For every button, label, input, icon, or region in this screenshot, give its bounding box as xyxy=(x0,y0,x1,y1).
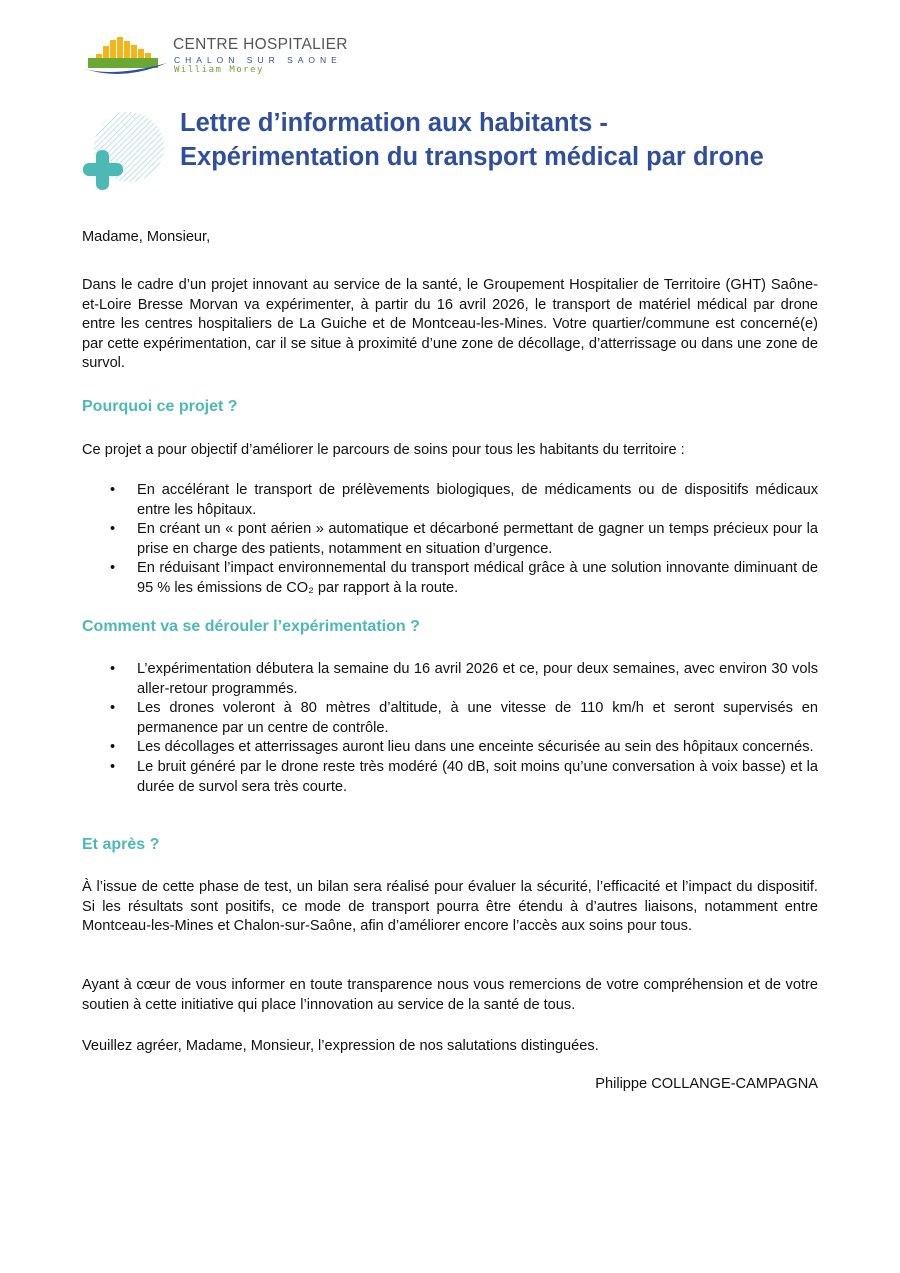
section-heading-after: Et après ? xyxy=(82,836,160,853)
intro-paragraph: Dans le cadre d’un projet innovant au service de la santé, le Groupement Hospitalier de Territoire (GHT) Saône-et-Loire Bresse Morvan va expérimenter, à partir du 16 avril 2026, le transport de matériel médical par drone entre les centres hospitaliers de La Guiche et de Montceau-les-Mines. Votre quartier/commune est concerné(e) par cette expérimentation, car il se situe à proximité d’une zone de décollage, d’atterrissage ou dans une zone de survol. xyxy=(82,277,818,372)
list-item: • Le bruit généré par le drone reste très modéré (40 dB, soit moins qu’une conversation à voix basse) et la durée de survol sera très courte. xyxy=(82,758,818,797)
closing-paragraph: Veuillez agréer, Madame, Monsieur, l’expression de nos salutations distinguées. xyxy=(82,1038,599,1054)
after-paragraph: À l’issue de cette phase de test, un bilan sera réalisé pour évaluer la sécurité, l’efficacité et l’impact du dispositif. Si les résultats sont positifs, ce mode de transport pourra être étendu à d’autres liaisons, notamment entre Montceau-les-Mines et Chalon-sur-Saône, afin d’améliorer encore l’accès aux soins pour tous. xyxy=(82,879,818,935)
why-lead: Ce projet a pour objectif d’améliorer le parcours de soins pour tous les habitants du territoire : xyxy=(82,442,685,458)
list-item: • Les décollages et atterrissages auront lieu dans une enceinte sécurisée au sein des hôpitaux concernés. xyxy=(82,738,818,758)
medical-cross-icon xyxy=(82,110,167,195)
title-line-2: Expérimentation du transport médical par drone xyxy=(180,143,764,171)
logo-name: William Morey xyxy=(174,65,264,75)
list-item: • Les drones voleront à 80 mètres d’altitude, à une vitesse de 110 km/h et seront supervisés en permanence par un centre de contrôle. xyxy=(82,699,818,738)
list-item: • En créant un « pont aérien » automatique et décarboné permettant de gagner un temps précieux pour la prise en charge des patients, notamment en situation d’urgence. xyxy=(82,520,818,559)
page-title xyxy=(180,106,764,174)
logo-city: CHALON SUR SAONE xyxy=(174,55,342,65)
list-item: • En accélérant le transport de prélèvements biologiques, de médicaments ou de dispositifs médicaux entre les hôpitaux. xyxy=(82,481,818,520)
section-heading-why: Pourquoi ce projet ? xyxy=(82,398,238,415)
list-item: • En réduisant l’impact environnemental du transport médical grâce à une solution innovante diminuant de 95 % les émissions de CO₂ par rapport à la route. xyxy=(82,559,818,598)
section-heading-how: Comment va se dérouler l’expérimentation ? xyxy=(82,618,420,635)
salutation: Madame, Monsieur, xyxy=(82,229,211,245)
thanks-paragraph: Ayant à cœur de vous informer en toute transparence nous vous remercions de votre compréhension et de votre soutien à cette initiative qui place l’innovation au service de la santé de tous. xyxy=(82,977,818,1013)
title-line-1: Lettre d’information aux habitants - xyxy=(180,109,608,137)
hospital-logo-icon xyxy=(82,36,172,78)
list-item: • L’expérimentation débutera la semaine du 16 avril 2026 et ce, pour deux semaines, avec environ 30 vols aller-retour programmés. xyxy=(82,660,818,699)
logo-title: CENTRE HOSPITALIER xyxy=(173,36,348,53)
signature: Philippe COLLANGE-CAMPAGNA xyxy=(595,1076,818,1092)
how-list xyxy=(82,660,818,797)
why-list xyxy=(82,481,818,599)
